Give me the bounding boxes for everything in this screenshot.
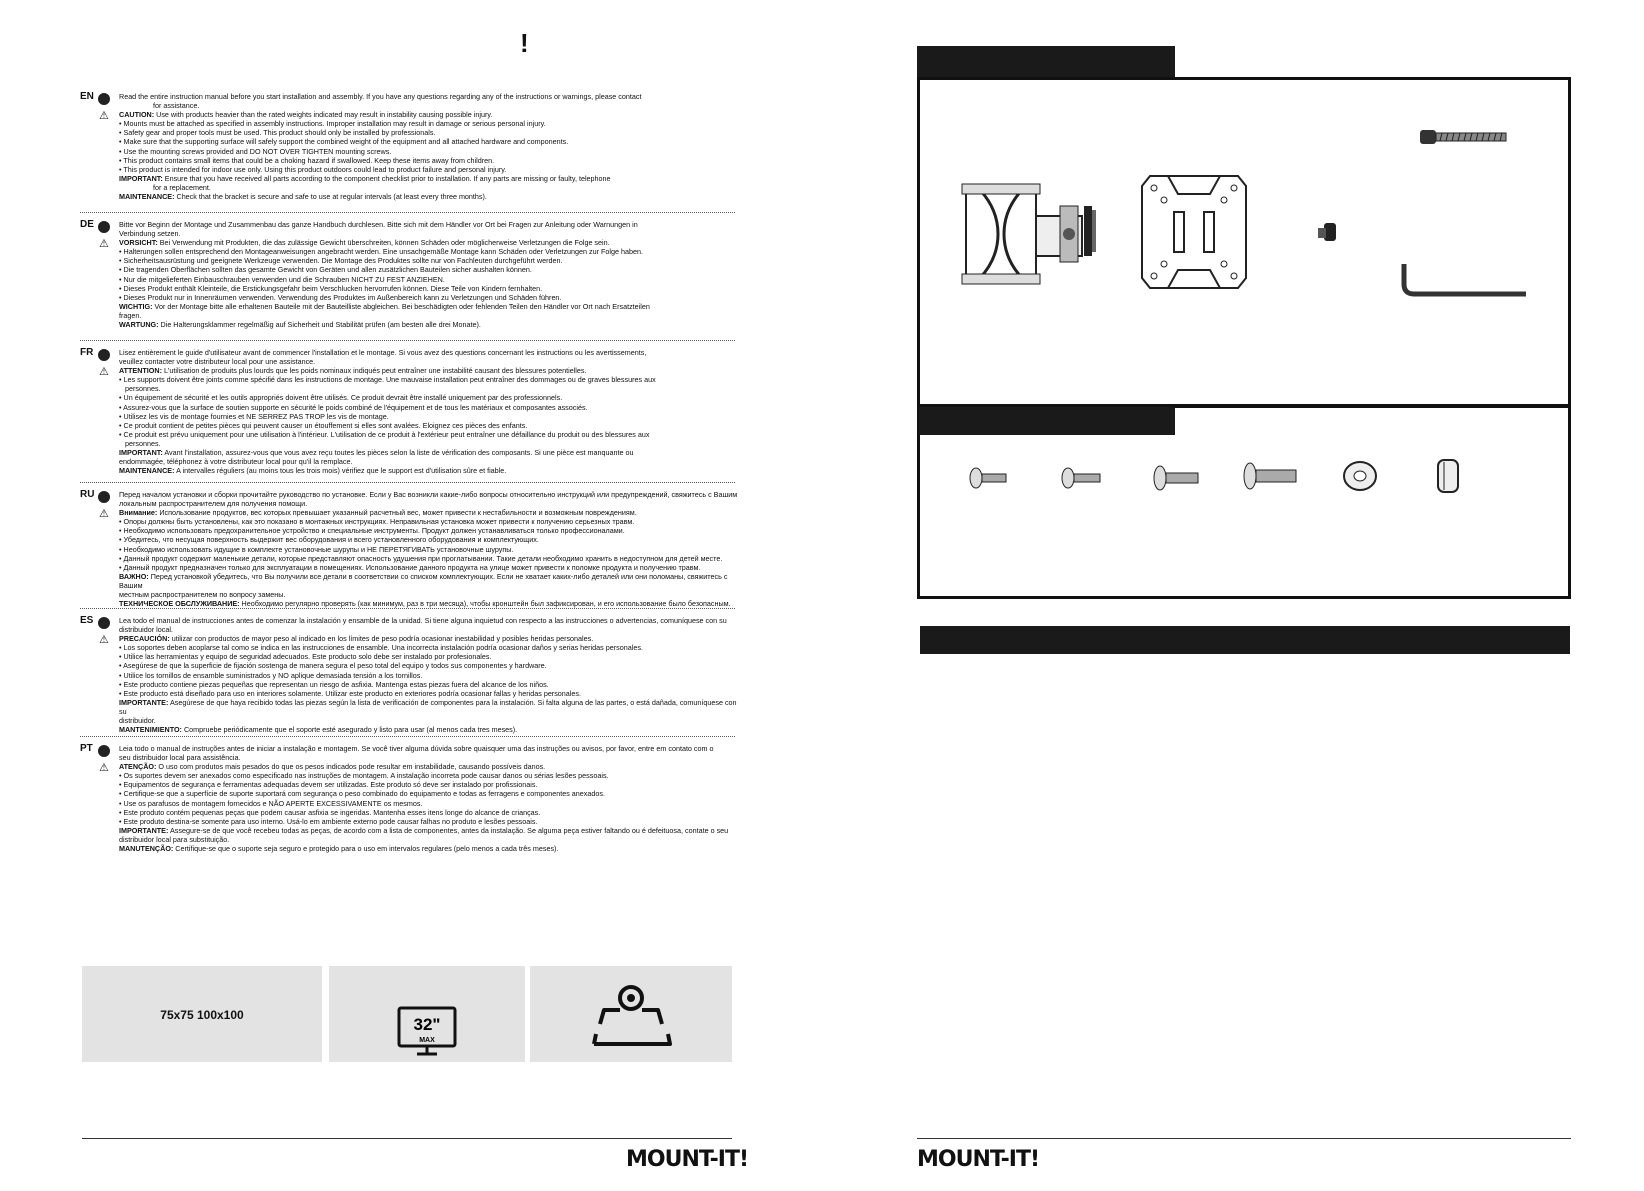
section-divider — [80, 482, 735, 483]
line-text: • Необходимо использовать предохранительное устройство и специальные инструменты. Продукт должен устанавливаться только профессионалами. — [119, 526, 625, 536]
line-text: utilizar con productos de mayor peso al indicado en los límites de peso podría ocasionar inestabilidad y posibles heridas personales. — [169, 634, 594, 644]
text-line — [119, 671, 739, 680]
text-line — [119, 101, 739, 110]
text-line — [119, 680, 739, 689]
text-line — [119, 357, 739, 366]
text-line — [119, 128, 739, 137]
text-line — [119, 535, 739, 544]
line-text: Необходимо регулярно проверять (как минимум, раз в три месяца), чтобы кронштейн был зафиксирован, и его использование было безопасным. — [239, 599, 731, 609]
line-text: Assegure-se de que você recebeu todas as peças, de acordo com a lista de componentes, antes da instalação. Se alguma peça estiver faltando ou é defeituosa, contate o seu — [168, 825, 729, 835]
line-text: Ensure that you have received all parts according to the component checklist prior to installation. If any parts are missing or faulty, telephone — [162, 173, 611, 183]
text-line — [119, 165, 739, 174]
text-line — [119, 174, 739, 183]
section-divider — [80, 736, 735, 737]
text-line — [119, 554, 739, 563]
text-line — [119, 563, 739, 572]
line-text: • Halterungen sollen entsprechend den Montageanweisungen angebracht werden. Eine unsachgemäße Montage kann Schäden oder Verletzungen zur Folge haben. — [119, 247, 643, 257]
text-line — [119, 256, 739, 265]
line-text: for assistance. — [153, 101, 200, 111]
screen-size-value: 32" — [413, 1015, 441, 1034]
brand-mark-icon — [98, 491, 110, 503]
text-line — [119, 725, 739, 734]
text-line — [119, 634, 739, 643]
line-text: • Asegúrese de que la superficie de fijación sostenga de manera segura el peso total del equipo y todos sus componentes y hardware. — [119, 661, 547, 671]
language-code: DE — [80, 219, 94, 230]
line-text: • Sicherheitsausrüstung und geeignete Werkzeuge verwenden. Die Montage des Produktes sollte nur von Fachleuten durchgeführt werden. — [119, 256, 563, 266]
text-line — [119, 137, 739, 146]
line-text: Read the entire instruction manual before you start installation and assembly. If you have any questions regarding any of the instructions or warnings, please contact — [119, 92, 642, 101]
brand-logo-right: MOUNT-IT! — [917, 1147, 1040, 1172]
text-line — [119, 119, 739, 128]
warning-icon: ⚠ — [99, 110, 109, 122]
line-text: fragen. — [119, 310, 142, 320]
line-text: distribuidor local. — [119, 625, 173, 635]
line-text: Asegúrese de que haya recibido todas las piezas según la lista de verificación de componentes para la instalación. Si falta alguna de las partes, o está dañada, comuníquese con su — [119, 697, 737, 716]
line-label: IMPORTANT: — [119, 448, 163, 458]
parts-header-bar — [917, 46, 1175, 78]
line-text: L'utilisation de produits plus lourds que les poids nominaux indiqués peut entraîner une instabilité causant des blessures potentielles. — [161, 366, 587, 376]
line-label: VORSICHT: — [119, 238, 158, 248]
line-text: Leia todo o manual de instruções antes de iniciar a instalação e montagem. Se você tiver alguma dúvida sobre quaisquer uma das instruções ou avisos, por favor, entre em contato com o — [119, 744, 714, 753]
text-line — [119, 439, 739, 448]
text-line — [119, 817, 739, 826]
line-text: • Un équipement de sécurité et les outils appropriés doivent être utilisés. Ce produit devrait être installé uniquement par des professionnels. — [119, 393, 563, 403]
text-line — [119, 238, 739, 247]
text-line — [119, 625, 739, 634]
brand-mark-icon — [98, 221, 110, 233]
line-text: • Убедитесь, что несущая поверхность выдержит вес оборудования и всего установленного оборудования и комплектующих. — [119, 535, 539, 545]
warning-mark: ! — [520, 28, 529, 58]
line-text: for a replacement. — [153, 182, 211, 192]
line-text: distribuidor local para substituição. — [119, 834, 230, 844]
line-text: • Die tragenden Oberflächen sollten das gesamte Gewicht von Geräten und allen zusätzlichen Bauteilen sicher aushalten können. — [119, 265, 532, 275]
text-line — [119, 348, 739, 357]
line-text: personnes. — [125, 384, 161, 394]
line-label: ВАЖНО: — [119, 571, 149, 581]
line-text: • Use the mounting screws provided and DO NOT OVER TIGHTEN mounting screws. — [119, 146, 392, 156]
line-text: Die Halterungsklammer regelmäßig auf Sicherheit und Stabilität prüfen (am besten alle drei Monate). — [158, 320, 481, 330]
bolt-icon — [1418, 128, 1510, 146]
section-text — [119, 744, 739, 853]
line-text: • Utilisez les vis de montage fournies et NE SERREZ PAS TROP les vis de montage. — [119, 411, 389, 421]
text-line — [119, 572, 739, 590]
line-text: • Los soportes deben acoplarse tal como se indica en las instrucciones de ensamble. Una incorrecta instalación podría ocasionar daños y serias heridas personales. — [119, 643, 643, 653]
line-text: локальным распространителем для получения помощи. — [119, 499, 308, 509]
text-line — [119, 229, 739, 238]
text-line — [119, 499, 739, 508]
text-line — [119, 220, 739, 229]
line-text: Перед началом установки и сборки прочитайте руководство по установке. Если у Вас возникли какие-либо вопросы относительно инструкций или предупреждений, свяжитесь с Вашим — [119, 490, 738, 499]
text-line — [119, 421, 739, 430]
line-text: • Ce produit contient de petites pièces qui peuvent causer un étouffement si elles sont avalées. Eloignez ces pièces des enfants. — [119, 420, 528, 430]
text-line — [119, 466, 739, 475]
line-text: • This product contains small items that could be a choking hazard if swallowed. Keep these items away from children. — [119, 155, 495, 165]
line-text: • Ce produit est prévu uniquement pour une utilisation à l'intérieur. L'utilisation de ce produit à l'extérieur peut entraîner une défaillance du produit ou des blessures aux — [119, 429, 650, 439]
line-text: • Make sure that the supporting surface will safely support the combined weight of the equipment and all attached hardware and components. — [119, 137, 569, 147]
line-text: • Este produto contém pequenas peças que podem causar asfixia se ingeridas. Mantenha esses itens longe do alcance de crianças. — [119, 807, 541, 817]
section-divider — [80, 340, 735, 341]
text-line — [119, 311, 739, 320]
footer-rule — [917, 1138, 1571, 1139]
line-label: ATENÇÃO: — [119, 762, 157, 772]
line-text: • Este producto está diseñado para uso en interiores solamente. Utilizar este producto en exteriores podría ocasionar fallas y heridas personales. — [119, 688, 581, 698]
line-label: IMPORTANT: — [119, 173, 163, 183]
screw-icon — [1242, 460, 1298, 492]
knob-icon — [1316, 220, 1342, 246]
section-text — [119, 220, 739, 329]
text-line — [119, 490, 739, 499]
screw-icon — [1152, 464, 1200, 492]
line-text: A intervalles réguliers (au moins tous les trois mois) vérifiez que le support est d'utilisation sûre et fiable. — [174, 466, 507, 476]
line-text: • Mounts must be attached as specified in assembly instructions. Improper installation may result in damage or serious personal injury. — [119, 119, 546, 129]
section-divider — [80, 608, 735, 609]
text-line — [119, 826, 739, 835]
hardware-header-bar — [919, 407, 1175, 435]
line-label: WICHTIG: — [119, 301, 153, 311]
text-line — [119, 247, 739, 256]
text-line — [119, 412, 739, 421]
monitor-icon — [329, 966, 525, 1062]
line-text: • Use os parafusos de montagem fornecidos e NÃO APERTE EXCESSIVAMENTE os mesmos. — [119, 798, 423, 808]
text-line — [119, 457, 739, 466]
line-text: Avant l'installation, assurez-vous que vous avez reçu toutes les pièces selon la liste de vérification des composants. Si une pièce est manquante ou — [162, 448, 634, 458]
text-line — [119, 293, 739, 302]
warning-icon: ⚠ — [99, 762, 109, 774]
text-line — [119, 147, 739, 156]
line-text: Bitte vor Beginn der Montage und Zusammenbau das ganze Handbuch durchlesen. Bitte sich mit dem Händler vor Ort bei Fragen zur Anleitung oder Warnungen in — [119, 220, 638, 229]
screw-icon — [968, 466, 1008, 490]
text-line — [119, 265, 739, 274]
vesa-sizes: 75x75 100x100 — [160, 1008, 244, 1022]
text-line — [119, 590, 739, 599]
line-label: Внимание: — [119, 508, 158, 518]
brand-mark-icon — [98, 617, 110, 629]
screen-size-max: MAX — [419, 1037, 435, 1044]
clamp-icon — [960, 176, 1120, 292]
line-text: • This product is intended for indoor use only. Using this product outdoors could lead to product failure and personal injury. — [119, 164, 507, 174]
line-text: veuillez contacter votre distributeur local pour une assistance. — [119, 357, 316, 367]
line-label: CAUTION: — [119, 110, 155, 120]
line-text: Check that the bracket is secure and safe to use at regular intervals (at least every three months). — [174, 192, 487, 202]
screw-icon — [1060, 466, 1102, 490]
section-text — [119, 490, 739, 608]
vesa-plate-icon — [1138, 172, 1250, 292]
text-line — [119, 183, 739, 192]
text-line — [119, 366, 739, 375]
text-line — [119, 716, 739, 725]
text-line — [119, 599, 739, 608]
line-text: • Nur die mitgelieferten Einbauschrauben verwenden und die Schrauben NICHT ZU FEST ANZIEHEN. — [119, 274, 445, 284]
line-text: • Utilice los tornillos de ensamble suministrados y NO aplique demasiada tensión a los tornillos. — [119, 670, 423, 680]
text-line — [119, 508, 739, 517]
line-text: • Certifique-se que a superfície de suporte suportará com segurança o peso combinado do equipamento e todas as ferragens e componentes anexados. — [119, 789, 605, 799]
line-text: endommagée, téléphonez à votre distributeur local pour qu'il la remplace. — [119, 457, 353, 467]
section-text — [119, 92, 739, 201]
spec-screen-size — [329, 966, 525, 1062]
line-label: ATTENTION: — [119, 366, 162, 376]
language-code: FR — [80, 347, 94, 358]
line-text: • Les supports doivent être joints comme spécifié dans les instructions de montage. Une mauvaise installation peut entraîner des dommages ou de graves blessures aux — [119, 375, 656, 385]
spacer-icon — [1434, 456, 1462, 496]
text-line — [119, 403, 739, 412]
line-label: ТЕХНИЧЕСКОЕ ОБСЛУЖИВАНИЕ: — [119, 599, 240, 609]
text-line — [119, 753, 739, 762]
spec-vesa — [82, 966, 322, 1062]
text-line — [119, 808, 739, 817]
brand-logo-left: MOUNT-IT! — [626, 1147, 749, 1172]
text-line — [119, 771, 739, 780]
text-line — [119, 110, 739, 119]
text-line — [119, 789, 739, 798]
text-line — [119, 835, 739, 844]
line-text: • Este producto contiene piezas pequeñas que representan un riesgo de asfixia. Mantenga estas piezas fuera del alcance de los niños. — [119, 679, 549, 689]
text-line — [119, 526, 739, 535]
line-text: Certifique-se que o suporte seja seguro e protegido para o uso em intervalos regulares (pelo menos a cada três meses). — [173, 844, 559, 854]
line-label: MAINTENANCE: — [119, 466, 175, 476]
line-text: • Опоры должны быть установлены, как это показано в монтажных инструкциях. Неправильная установка может привести к получению серьезных травм. — [119, 517, 635, 527]
text-line — [119, 384, 739, 393]
line-text: • Необходимо использовать идущие в комплекте установочные шурупы и НЕ ПЕРЕТЯГИВАТЬ установочные шурупы. — [119, 544, 514, 554]
text-line — [119, 375, 739, 384]
line-text: distribuidor. — [119, 716, 156, 726]
spec-weight — [530, 966, 732, 1062]
line-text: Compruebe periódicamente que el soporte esté asegurado y listo para usar (al menos cada tres meses). — [181, 725, 518, 735]
weight-icon — [530, 966, 732, 1062]
line-text: • Utilice las herramientas y equipo de seguridad adecuados. Este producto solo debe ser instalado por profesionales. — [119, 652, 492, 662]
text-line — [119, 517, 739, 526]
text-line — [119, 643, 739, 652]
text-line — [119, 302, 739, 311]
line-text: • Safety gear and proper tools must be used. This product should only be installed by professionals. — [119, 128, 436, 138]
warning-icon: ⚠ — [99, 366, 109, 378]
text-line — [119, 744, 739, 753]
line-label: MANTENIMIENTO: — [119, 725, 182, 735]
line-text: Bei Verwendung mit Produkten, die das zulässige Gewicht überschreiten, können Schäden oder möglicherweise Verletzungen die Folge sein. — [157, 238, 610, 248]
line-text: seu distribuidor local para assistência. — [119, 753, 241, 763]
language-code: PT — [80, 743, 93, 754]
warning-icon: ⚠ — [99, 634, 109, 646]
line-text: • Данный продукт содержит маленькие детали, которые представляют опасность удушения при проглатывании. Такие детали необходимо хранить в недоступном для детей месте. — [119, 553, 723, 563]
line-label: MANUTENÇÃO: — [119, 844, 174, 854]
text-line — [119, 192, 739, 201]
text-line — [119, 698, 739, 716]
line-text: • Assurez-vous que la surface de soutien supporte en sécurité le poids combiné de l'équipement et de tous les matériaux et composantes associés. — [119, 402, 588, 412]
language-code: EN — [80, 91, 94, 102]
text-line — [119, 320, 739, 329]
text-line — [119, 448, 739, 457]
text-line — [119, 652, 739, 661]
language-code: ES — [80, 615, 94, 626]
line-text: Use with products heavier than the rated weights indicated may result in instability causing possible injury. — [154, 110, 493, 120]
line-text: Lisez entièrement le guide d'utilisateur avant de commencer l'installation et le montage. Si vous avez des questions concernant les instructions ou les avertissements, — [119, 348, 647, 357]
line-text: Lea todo el manual de instrucciones antes de comenzar la instalación y ensamble de la unidad. Si tiene alguna inquietud con respecto a las instrucciones o advertencias, comuníquese con su — [119, 616, 727, 625]
line-text: O uso com produtos mais pesados do que os pesos indicados pode resultar em instabilidade, causando possíveis danos. — [156, 762, 546, 772]
language-code: RU — [80, 489, 95, 500]
text-line — [119, 799, 739, 808]
right-page — [822, 0, 1644, 1191]
brand-mark-icon — [98, 93, 110, 105]
line-text: Verbindung setzen. — [119, 229, 181, 239]
text-line — [119, 284, 739, 293]
text-line — [119, 844, 739, 853]
line-text: • Equipamentos de segurança e ferramentas adequadas devem ser utilizadas. Este produto só deve ser instalado por profissionais. — [119, 780, 538, 790]
text-line — [119, 661, 739, 670]
line-label: MAINTENANCE: — [119, 192, 175, 202]
allen-key-icon — [1398, 262, 1530, 300]
washer-icon — [1342, 460, 1378, 492]
warning-icon: ⚠ — [99, 238, 109, 250]
line-text: • Dieses Produkt enthält Kleinteile, die Erstickungsgefahr beim Verschlucken hervorrufen können. Diese Teile von Kindern fernhalten. — [119, 283, 543, 293]
line-text: • Данный продукт предназначен только для эксплуатации в помещениях. Использование данного продукта на улице может привести к поломке продукта и получению травм. — [119, 562, 701, 572]
steps-header-bar — [920, 626, 1570, 654]
warning-icon: ⚠ — [99, 508, 109, 520]
text-line — [119, 762, 739, 771]
text-line — [119, 156, 739, 165]
line-text: Перед установкой убедитесь, что Вы получили все детали в соответствии со списком комплектующих. Если не хватает каких-либо деталей или они поломаны, свяжитесь с Вашим — [119, 571, 728, 590]
line-text: местным распространителем по вопросу замены. — [119, 590, 286, 600]
text-line — [119, 545, 739, 554]
section-divider — [80, 212, 735, 213]
text-line — [119, 92, 739, 101]
text-line — [119, 275, 739, 284]
line-text: Использование продуктов, вес которых превышает указанный расчетный вес, может привести к нестабильности и возможным повреждениям. — [157, 508, 637, 518]
line-text: • Os suportes devem ser anexados como especificado nas instruções de montagem. A instalação incorreta pode causar danos ou sérias lesões pessoais. — [119, 771, 609, 781]
section-text — [119, 616, 739, 734]
text-line — [119, 430, 739, 439]
line-text: • Dieses Produkt nur in Innenräumen verwenden. Verwendung des Produktes im Außenbereich kann zu Verletzungen und Schäden führen. — [119, 292, 562, 302]
brand-mark-icon — [98, 349, 110, 361]
brand-mark-icon — [98, 745, 110, 757]
footer-rule — [82, 1138, 732, 1139]
line-label: PRECAUCIÓN: — [119, 634, 170, 644]
line-label: IMPORTANTE: — [119, 697, 169, 707]
text-line — [119, 780, 739, 789]
text-line — [119, 616, 739, 625]
text-line — [119, 689, 739, 698]
line-label: IMPORTANTE: — [119, 825, 169, 835]
line-text: personnes. — [125, 438, 161, 448]
line-label: WARTUNG: — [119, 320, 159, 330]
line-text: • Este produto destina-se somente para uso interno. Usá-lo em ambiente externo pode causar falhas no produto e lesões pessoais. — [119, 816, 538, 826]
line-text: Vor der Montage bitte alle erhaltenen Bauteile mit der Bauteilliste abgleichen. Bei beschädigten oder fehlenden Teilen den Händler vor Ort nach Ersatzteilen — [152, 301, 650, 311]
section-text — [119, 348, 739, 475]
text-line — [119, 393, 739, 402]
